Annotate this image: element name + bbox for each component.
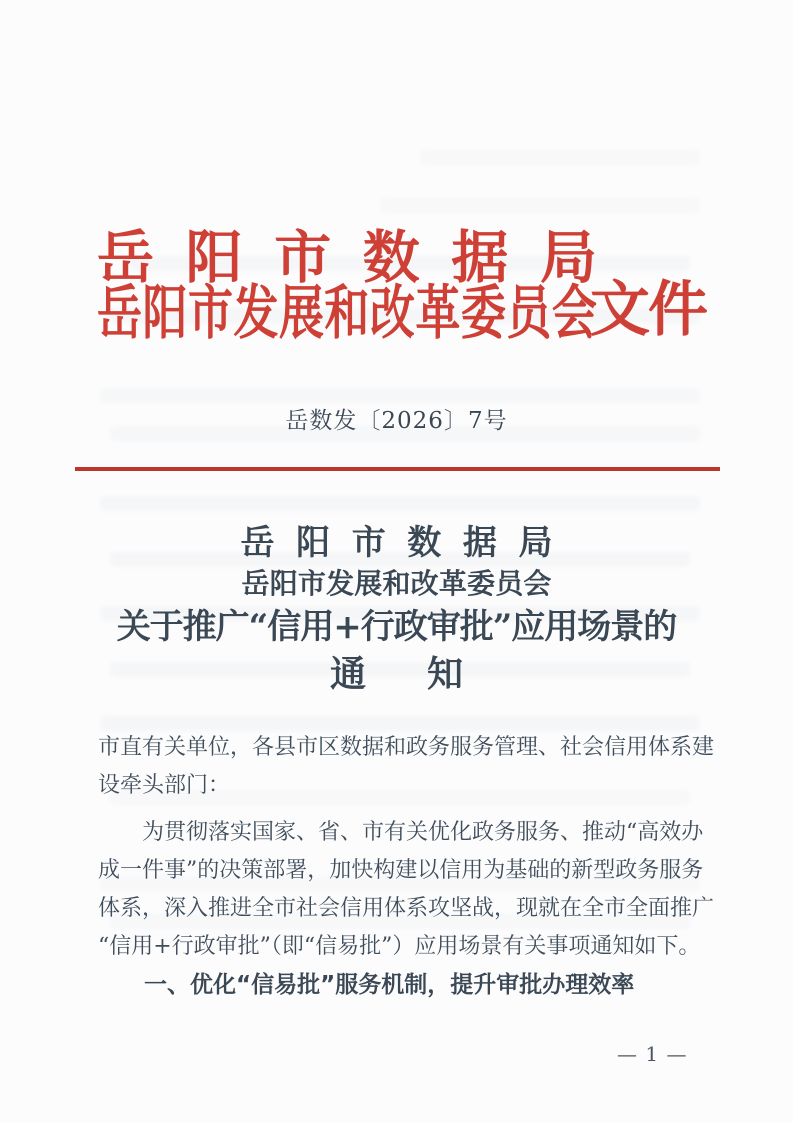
body-paragraph (98, 814, 738, 966)
letterhead (97, 226, 597, 350)
paragraph-line: 成一件事”的决策部署，加快构建以信用为基础的新型政务服务 (98, 858, 704, 883)
paragraph-line: 体系，深入推进全市社会信用体系攻坚战，现就在全市全面推广 (98, 896, 715, 921)
title-org-name-2: 岳 阳 市 发 展 和 改 革 委 员 会 (241, 567, 552, 600)
bleedthrough-artifact (100, 496, 700, 511)
title-subject-line: 关于推广“信用+行政审批”应用场景的 (116, 607, 677, 647)
paragraph-line: 为贯彻落实国家、省、市有关优化政务服务、推动“高效办 (142, 820, 704, 845)
bleedthrough-artifact (100, 388, 700, 403)
letterhead-org-name-1: 岳 阳 市 数 据 局 (97, 224, 597, 291)
document-body (98, 729, 738, 1004)
bleedthrough-artifact (420, 150, 700, 165)
paragraph-line: “信用+行政审批”（即“信易批”）应用场景有关事项通知如下。 (98, 934, 701, 959)
page-number: — 1 — (617, 1042, 688, 1066)
title-notice-word: 通 知 (330, 653, 463, 695)
letterhead-red-rule (75, 467, 720, 471)
bleedthrough-artifact (380, 198, 700, 213)
title-org-name-1: 岳 阳 市 数 据 局 (240, 523, 553, 563)
salutation-line: 市直有关单位，各县市区数据和政务服务管理、社会信用体系建 (98, 735, 715, 760)
document-title (0, 522, 793, 696)
section-heading-1: 一、优化“信易批”服务机制，提升审批办理效率 (144, 972, 635, 998)
document-reference-number: 岳数发〔2026〕7号 (285, 408, 508, 434)
salutation-line: 设牵头部门： (98, 773, 231, 798)
letterhead-org-name-2: 岳 阳 市 发 展 和 改 革 委 员 会 (97, 278, 597, 348)
letterhead-doc-type: 文件 (590, 275, 706, 345)
